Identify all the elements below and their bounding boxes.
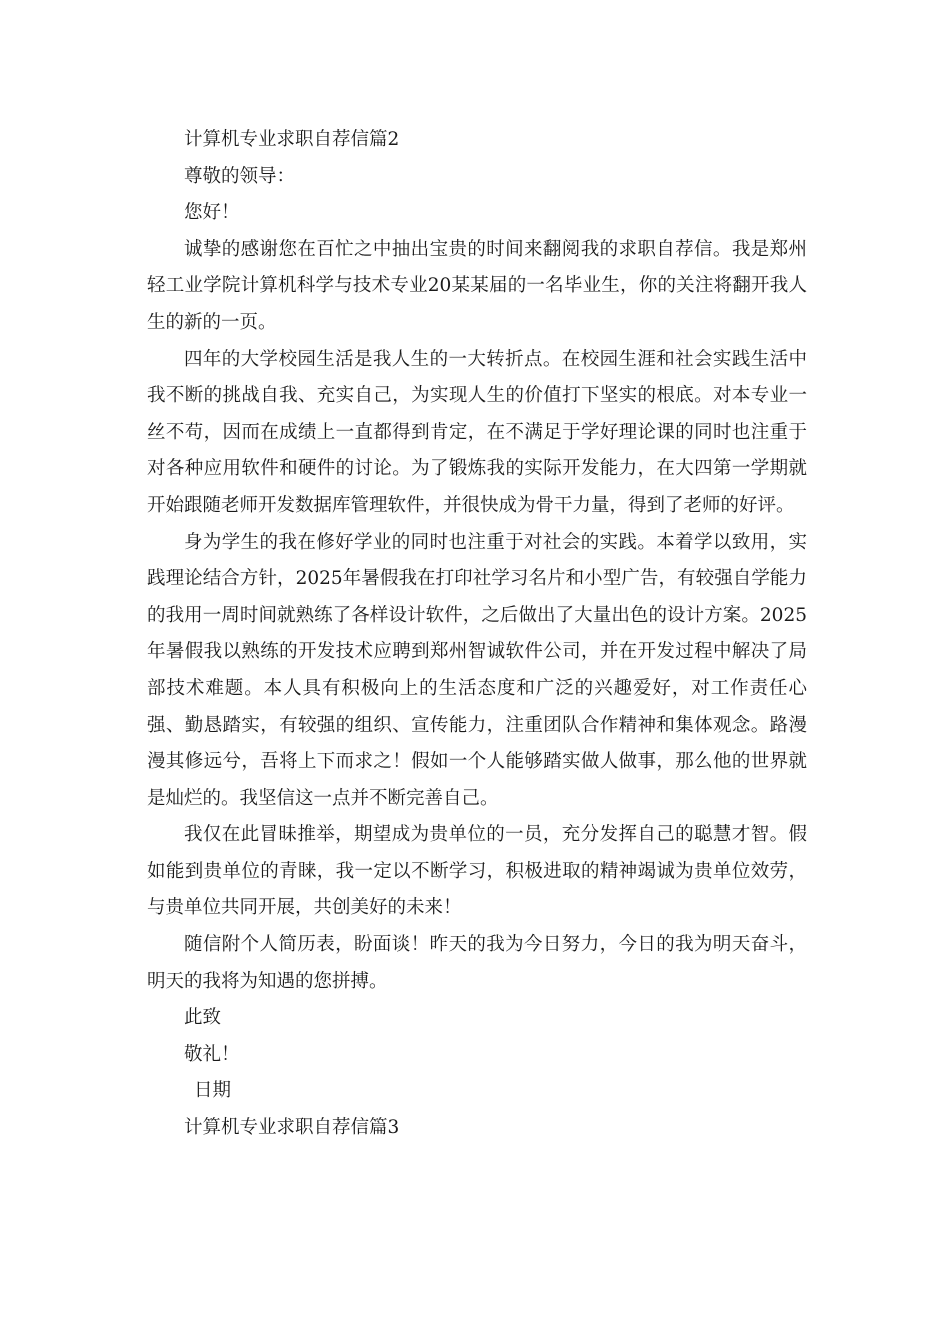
paragraph-intro: 诚挚的感谢您在百忙之中抽出宝贵的时间来翻阅我的求职自荐信。我是郑州轻工业学院计算机科学与技术专业20某某届的一名毕业生，你的关注将翻开我人生的新的一页。 [147,238,807,333]
paragraph-resume-attached: 随信附个人简历表，盼面谈！昨天的我为今日努力，今日的我为明天奋斗，明天的我将为知遇的您拼搏。 [147,934,807,992]
paragraph-recommendation: 我仅在此冒昧推举，期望成为贵单位的一员，充分发挥自己的聪慧才智。假如能到贵单位的青睐，我一定以不断学习，积极进取的精神竭诚为贵单位效劳，与贵单位共同开展，共创美好的未来！ [147,824,807,919]
closing-line-1: 此致 [184,1007,222,1029]
letter-body [147,122,807,1147]
paragraph-university-life: 四年的大学校园生活是我人生的一大转折点。在校园生涯和社会实践生活中我不断的挑战自我、充实自己，为实现人生的价值打下坚实的根底。对本专业一丝不苟，因而在成绩上一直都得到肯定，在不满足于学好理论课的同时也注重于对各种应用软件和硬件的讨论。为了锻炼我的实际开发能力，在大四第一学期就开始跟随老师开发数据库管理软件，并很快成为骨干力量，得到了老师的好评。 [147,348,807,516]
date-line: 日期 [194,1080,232,1102]
letter-heading-3: 计算机专业求职自荐信篇3 [184,1117,400,1139]
salutation: 尊敬的领导： [184,165,296,187]
paragraph-social-practice: 身为学生的我在修好学业的同时也注重于对社会的实践。本着学以致用，实践理论结合方针，2025年暑假我在打印社学习名片和小型广告，有较强自学能力的我用一周时间就熟练了各样设计软件，之后做出了大量出色的设计方案。2025年暑假我以熟练的开发技术应聘到郑州智诚软件公司，并在开发过程中解决了局部技术难题。本人具有积极向上的生活态度和广泛的兴趣爱好，对工作责任心强、勤恳踏实，有较强的组织、宣传能力，注重团队合作精神和集体观念。路漫漫其修远兮，吾将上下而求之！假如一个人能够踏实做人做事，那么他的世界就是灿烂的。我坚信这一点并不断完善自己。 [147,531,807,809]
greeting: 您好！ [184,202,240,224]
closing-line-2: 敬礼！ [184,1043,240,1065]
letter-heading-2: 计算机专业求职自荐信篇2 [184,129,400,150]
